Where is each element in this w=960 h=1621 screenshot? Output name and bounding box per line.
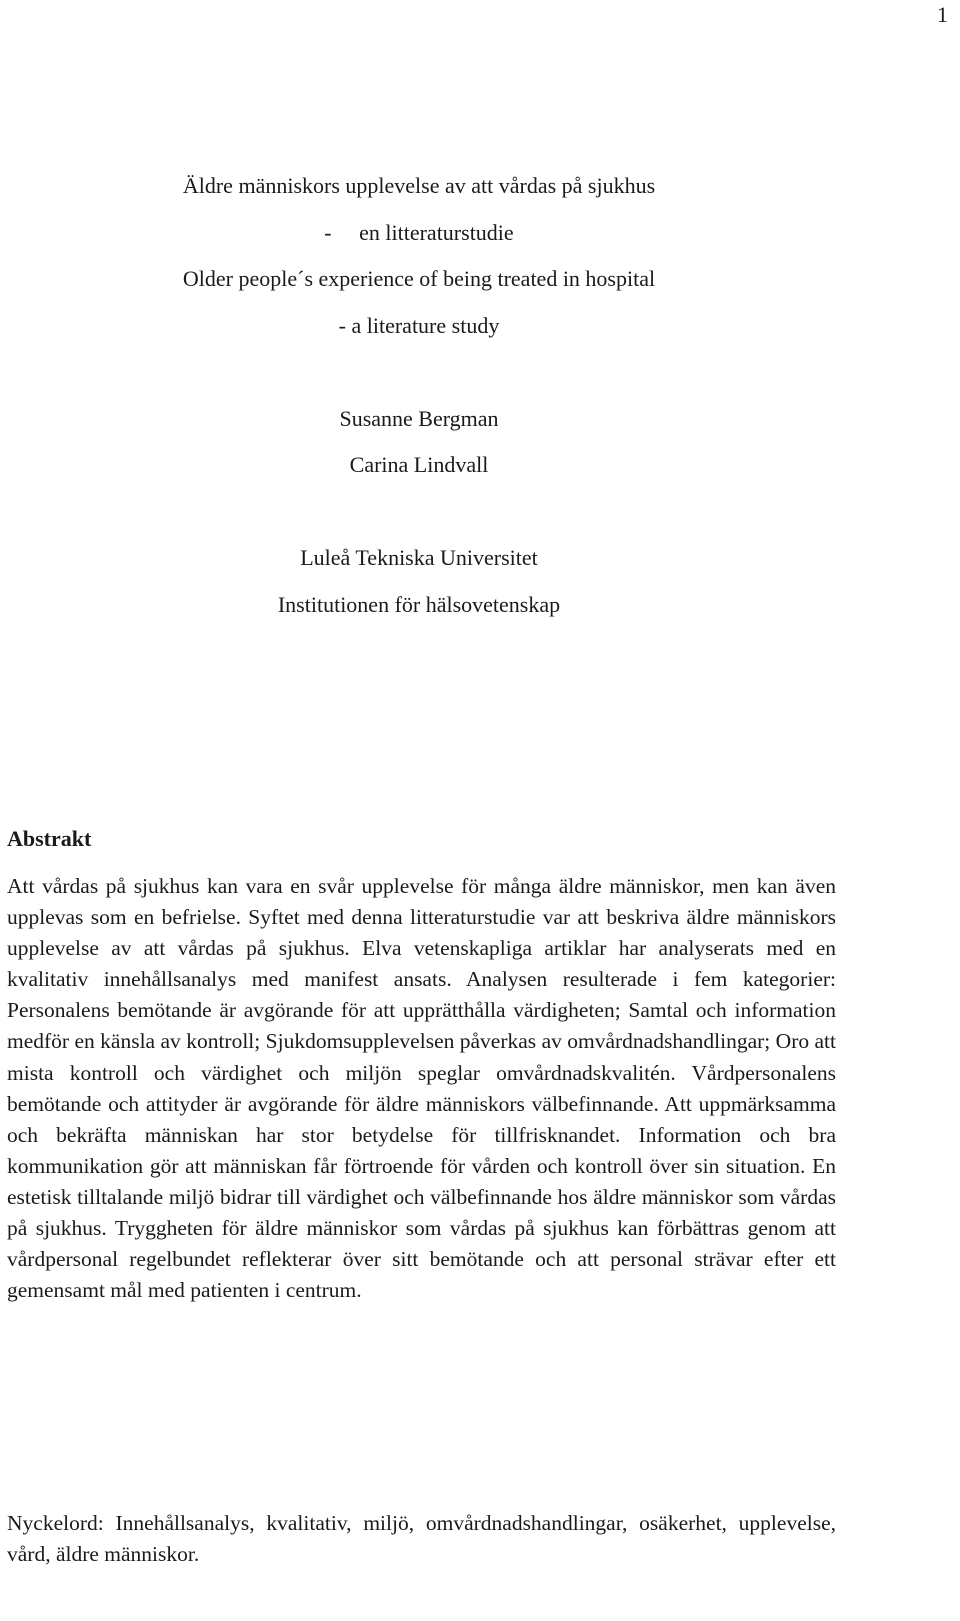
abstract-heading: Abstrakt — [7, 826, 92, 851]
author-2: Carina Lindvall — [349, 452, 489, 477]
subtitle-english: - a literature study — [338, 313, 500, 338]
title-english: Older people´s experience of being treated in hospital — [182, 266, 656, 291]
department-name: Institutionen för hälsovetenskap — [277, 592, 561, 617]
author-1: Susanne Bergman — [339, 406, 499, 431]
abstract-body: Att vårdas på sjukhus kan vara en svår upplevelse för många äldre människor, men kan även upplevas som en befrielse. Syftet med denna litteraturstudie var att beskriva äldre människors upplevelse av att vårdas på sjukhus. Elva vetenskapliga artiklar har analyserats med en kvalitativ innehållsanalys med manifest ansats. Analysen resulterade i fem kategorier: Personalens bemötande är avgörande för att upprätthålla värdigheten; Samtal och information medför en känsla av kontroll; Sjukdomsupplevelsen påverkas av omvårdnadshandlingar; Oro att mista kontroll och värdighet och miljön speglar omvårdnadskvalitén. Vårdpersonalens bemötande och attityder är avgörande för äldre människors välbefinnande. Att uppmärksamma och bekräfta människan har stor betydelse för tillfrisknandet. Information och bra kommunikation gör att människan får förtroende för vården och kontroll över sin situation. En estetisk tilltalande miljö bidrar till värdighet och välbefinnande hos äldre människor som vårdas på sjukhus. Tryggheten för äldre människor som vårdas på sjukhus kan förbättras genom att vårdpersonal regelbundet reflekterar över sitt bemötande och att personal strävar efter ett gemensamt mål med patienten i centrum. — [7, 874, 836, 1303]
page-number: 1 — [937, 2, 948, 27]
university-name: Luleå Tekniska Universitet — [300, 545, 538, 570]
subtitle-swedish: - en litteraturstudie — [324, 220, 514, 245]
keywords: Nyckelord: Innehållsanalys, kvalitativ, miljö, omvårdnadshandlingar, osäkerhet, upplevelse, vård, äldre människor. — [7, 1511, 836, 1566]
title-swedish: Äldre människors upplevelse av att vårdas på sjukhus — [182, 173, 656, 198]
